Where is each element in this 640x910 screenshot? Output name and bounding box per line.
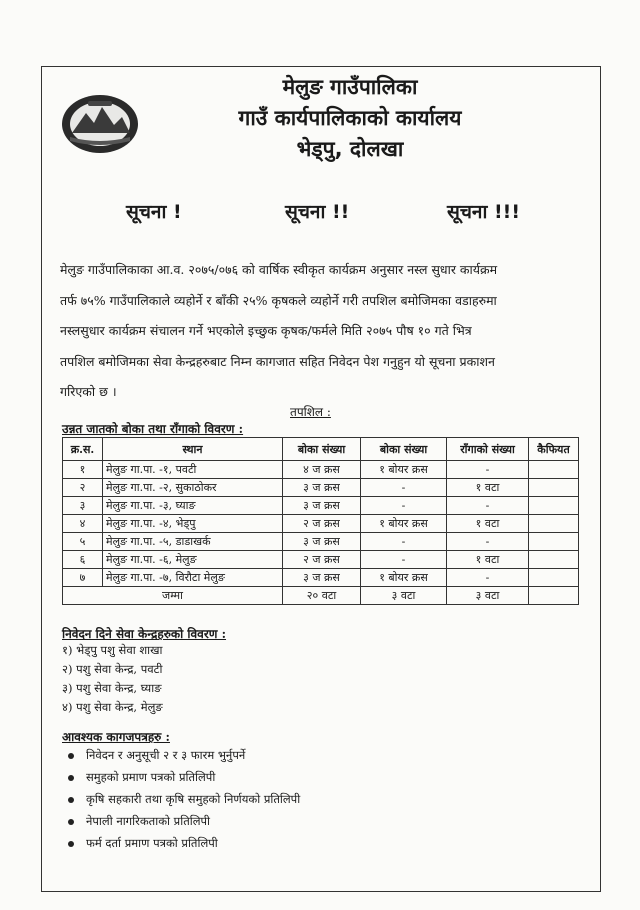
office-header xyxy=(150,72,550,165)
table-cell: मेलुङ गा.पा. -१, पवटी xyxy=(103,461,283,479)
table-cell: ३ xyxy=(63,497,103,515)
total-cell: ३ वटा xyxy=(361,587,447,605)
body-line: नस्लसुधार कार्यक्रम संचालन गर्ने भएकोले इच्छुक कृषक/फर्मले मिति २०७५ पौष १० गते भित्र xyxy=(60,323,472,339)
table-cell: मेलुङ गा.पा. -४, भेड्पु xyxy=(103,515,283,533)
table-cell: १ वटा xyxy=(447,551,529,569)
col-header: कैफियत xyxy=(529,438,579,461)
bullet-icon xyxy=(68,797,74,803)
table-cell xyxy=(529,533,579,551)
table-cell: मेलुङ गा.पा. -७, विरौटा मेलुङ xyxy=(103,569,283,587)
list-item: २) पशु सेवा केन्द्र, पवटी xyxy=(62,662,163,676)
table-cell: ३ ज क्रस xyxy=(283,533,361,551)
notice-heading-2: सूचना !! xyxy=(285,201,350,223)
notice-body xyxy=(60,255,590,408)
table-cell: २ xyxy=(63,479,103,497)
table-cell: १ बोयर क्रस xyxy=(361,569,447,587)
col-header: बोका संख्या xyxy=(361,438,447,461)
body-line: मेलुङ गाउँपालिकाका आ.व. २०७५/०७६ को वार्षिक स्वीकृत कार्यक्रम अनुसार नस्ल सुधार कार्यक्रम xyxy=(60,262,498,277)
table-cell: ६ xyxy=(63,551,103,569)
table-cell xyxy=(529,569,579,587)
office-location: भेड्पु, दोलखा xyxy=(296,137,404,161)
table-title: उन्नत जातको बोका तथा राँगाको विवरण : xyxy=(62,422,244,436)
bullet-icon xyxy=(68,775,74,781)
total-label: जम्मा xyxy=(63,587,283,605)
list-item xyxy=(62,810,300,832)
table-cell xyxy=(529,461,579,479)
bullet-icon xyxy=(68,841,74,847)
required-docs-list xyxy=(62,744,300,854)
table-cell xyxy=(529,479,579,497)
table-cell: मेलुङ गा.पा. -५, डाडाखर्क xyxy=(103,533,283,551)
total-cell xyxy=(529,587,579,605)
table-cell: - xyxy=(361,497,447,515)
table-cell: ३ ज क्रस xyxy=(283,569,361,587)
required-docs-title: आवश्यक कागजपत्रहरु : xyxy=(62,730,170,744)
table-cell: ७ xyxy=(63,569,103,587)
table-cell: मेलुङ गा.पा. -२, सुकाठोकर xyxy=(103,479,283,497)
service-centers-list xyxy=(62,641,163,717)
table-cell: १ बोयर क्रस xyxy=(361,515,447,533)
table-cell: - xyxy=(447,533,529,551)
list-item xyxy=(62,788,300,810)
office-name: गाउँ कार्यपालिकाको कार्यालय xyxy=(238,106,462,130)
body-line: तपशिल बमोजिमका सेवा केन्द्रहरुबाट निम्न कागजात सहित निवेदन पेश गनुहुन यो सूचना प्रकाशन xyxy=(60,353,495,369)
table-header-row xyxy=(63,438,579,461)
body-line: गरिएको छ । xyxy=(60,384,117,400)
table-cell: २ ज क्रस xyxy=(283,551,361,569)
body-line: तर्फ ७५% गाउँपालिकाले व्यहोर्ने र बाँकी २५% कृषकले व्यहोर्ने गरी तपशिल बमोजिमका वडाहरुमा xyxy=(60,292,497,308)
doc-label: समुहको प्रमाण पत्रको प्रतिलिपी xyxy=(86,770,216,784)
table-cell: मेलुङ गा.पा. -६, मेलुङ xyxy=(103,551,283,569)
bullet-icon xyxy=(68,753,74,759)
table-cell: ३ ज क्रस xyxy=(283,497,361,515)
table-cell: ४ ज क्रस xyxy=(283,461,361,479)
table-row xyxy=(63,515,579,533)
tapsil-label: तपशिल : xyxy=(290,405,331,419)
doc-label: नेपाली नागरिकताको प्रतिलिपी xyxy=(86,814,211,828)
table-cell: १ बोयर क्रस xyxy=(361,461,447,479)
table-row xyxy=(63,479,579,497)
list-item xyxy=(62,766,300,788)
municipality-name: मेलुङ गाउँपालिका xyxy=(282,75,418,99)
table-cell: - xyxy=(447,497,529,515)
table-cell: - xyxy=(447,461,529,479)
table-cell xyxy=(529,551,579,569)
table-cell xyxy=(529,497,579,515)
notice-heading-1: सूचना ! xyxy=(126,201,182,223)
service-centers-title: निवेदन दिने सेवा केन्द्रहरुको विवरण : xyxy=(62,627,227,641)
table-cell: १ वटा xyxy=(447,479,529,497)
table-cell: - xyxy=(361,551,447,569)
list-item: ३) पशु सेवा केन्द्र, घ्याङ xyxy=(62,681,162,695)
table-row xyxy=(63,533,579,551)
table-cell: ४ xyxy=(63,515,103,533)
table-cell: १ xyxy=(63,461,103,479)
table-cell: - xyxy=(361,479,447,497)
col-header: क्र.स. xyxy=(63,438,103,461)
table-row xyxy=(63,551,579,569)
table-cell: मेलुङ गा.पा. -३, घ्याङ xyxy=(103,497,283,515)
list-item: ४) पशु सेवा केन्द्र, मेलुङ xyxy=(62,700,163,714)
total-cell: २० वटा xyxy=(283,587,361,605)
table-cell: ३ ज क्रस xyxy=(283,479,361,497)
doc-label: फर्म दर्ता प्रमाण पत्रको प्रतिलिपी xyxy=(86,836,218,850)
table-row xyxy=(63,497,579,515)
nepal-emblem-icon xyxy=(60,93,140,155)
notice-heading-3: सूचना !!! xyxy=(447,201,520,223)
doc-label: कृषि सहकारी तथा कृषि समुहको निर्णयको प्रतिलिपी xyxy=(86,792,301,806)
table-total-row xyxy=(63,587,579,605)
doc-label: निवेदन र अनुसूची २ र ३ फारम भुर्नुपर्ने xyxy=(86,748,246,762)
table-cell: १ वटा xyxy=(447,515,529,533)
col-header: बोका संख्या xyxy=(283,438,361,461)
total-cell: ३ वटा xyxy=(447,587,529,605)
col-header: राँगाको संख्या xyxy=(447,438,529,461)
table-cell: - xyxy=(361,533,447,551)
table-cell: २ ज क्रस xyxy=(283,515,361,533)
list-item: १) भेड्पु पशु सेवा शाखा xyxy=(62,643,163,657)
table-row xyxy=(63,461,579,479)
list-item xyxy=(62,832,300,854)
bullet-icon xyxy=(68,819,74,825)
table-cell xyxy=(529,515,579,533)
table-cell: ५ xyxy=(63,533,103,551)
col-header: स्थान xyxy=(103,438,283,461)
table-cell: - xyxy=(447,569,529,587)
breed-table xyxy=(62,437,579,605)
table-row xyxy=(63,569,579,587)
list-item xyxy=(62,744,300,766)
